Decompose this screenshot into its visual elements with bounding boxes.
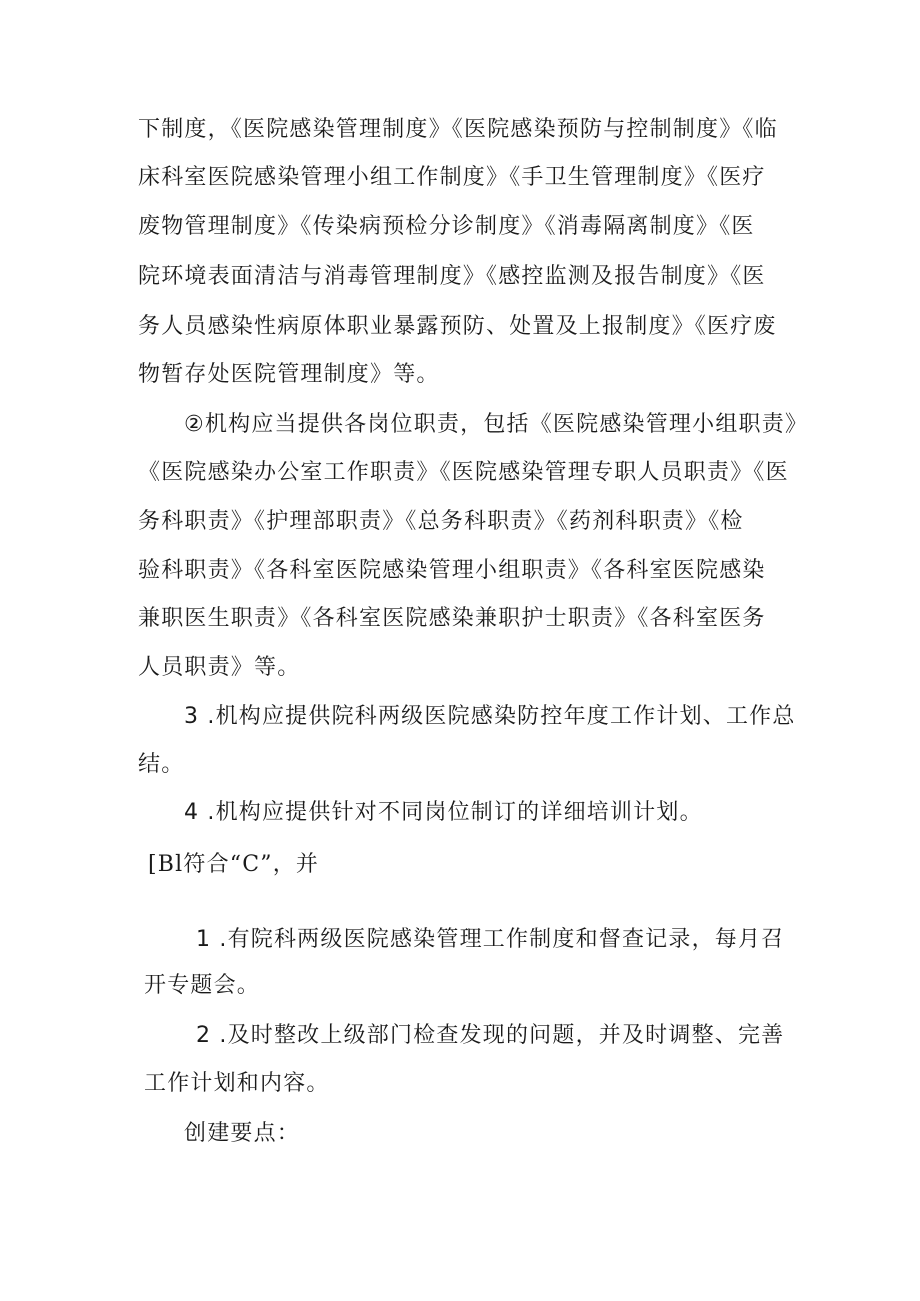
para2-line-1: ②机构应当提供各岗位职责，包括《医院感染管理小组职责》 — [184, 412, 809, 437]
grade-b-heading: [Bl符合“C”，并 — [148, 852, 320, 877]
para2-line-5: 兼职医生职责》《各科室医院感染兼职护士职责》《各科室医务 — [138, 606, 766, 631]
para1-line-2: 床科室医院感染管理小组工作制度》《手卫生管理制度》《医疗 — [138, 165, 766, 190]
b-item2-line-2: 工作计划和内容。 — [144, 1071, 330, 1096]
para1-line-5: 务人员感染性病原体职业暴露预防、处置及上报制度》《医疗废 — [138, 314, 777, 339]
item3-line-2: 结。 — [138, 752, 185, 777]
para1-line-1: 下制度，《医院感染管理制度》《医院感染预防与控制制度》《临 — [138, 117, 778, 142]
item3-line-1: 3 .机构应提供院科两级医院感染防控年度工作计划、工作总 — [184, 704, 796, 729]
b-item1-line-1: 1 .有院科两级医院感染管理工作制度和督查记录，每月召 — [196, 927, 785, 952]
para2-line-2: 《医院感染办公室工作职责》《医院感染管理专职人员职责》《医 — [138, 460, 789, 485]
para2-line-3: 务科职责》《护理部职责》《总务科职责》《药剂科职责》《检 — [138, 509, 744, 534]
b-item2-line-1: 2 .及时整改上级部门检查发现的问题，并及时调整、完善 — [196, 1023, 785, 1048]
para1-line-3: 废物管理制度》《传染病预检分诊制度》《消毒隔离制度》《医 — [138, 214, 755, 239]
para1-line-6: 物暂存处医院管理制度》等。 — [138, 362, 440, 387]
item4-line: 4 .机构应提供针对不同岗位制订的详细培训计划。 — [184, 800, 703, 825]
para2-line-6: 人员职责》等。 — [138, 655, 301, 680]
para1-line-4: 院环境表面清洁与消毒管理制度》《感控监测及报告制度》《医 — [138, 264, 766, 289]
b-item1-line-2: 开专题会。 — [144, 973, 261, 998]
key-points-heading: 创建要点： — [184, 1121, 301, 1146]
para2-line-4: 验科职责》《各科室医院感染管理小组职责》《各科室医院感染 — [138, 558, 766, 583]
